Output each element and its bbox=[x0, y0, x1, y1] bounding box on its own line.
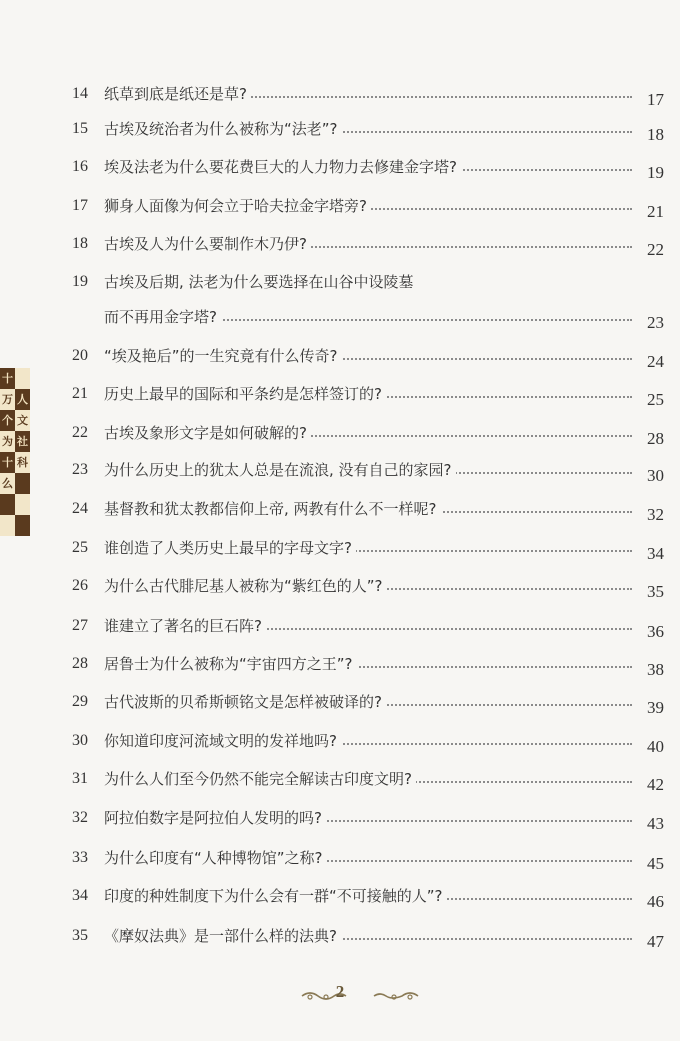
toc-entry-number: 26 bbox=[72, 577, 88, 594]
toc-entry-title: 纸草到底是纸还是草? bbox=[104, 84, 251, 104]
toc-entry-title: 埃及法老为什么要花费巨大的人力物力去修建金字塔? bbox=[104, 157, 461, 177]
toc-entry-title: 为什么古代腓尼基人被称为“紫红色的人”? bbox=[104, 576, 387, 596]
toc-entry-title: “埃及艳后”的一生究竟有什么传奇? bbox=[104, 346, 342, 366]
emblem-char: 人 bbox=[15, 389, 30, 410]
page-number: 2 bbox=[335, 982, 345, 1001]
toc-entry-number: 15 bbox=[72, 120, 88, 137]
toc-entry-number: 27 bbox=[72, 617, 88, 634]
toc-entry-number: 29 bbox=[72, 693, 88, 710]
toc-entry-24[interactable] bbox=[64, 499, 664, 533]
toc-entry-page: 34 bbox=[647, 544, 664, 563]
toc-entry-page: 43 bbox=[647, 814, 664, 833]
toc-entry-title: 你知道印度河流域文明的发祥地吗? bbox=[104, 731, 341, 751]
toc-entry-21[interactable] bbox=[64, 384, 664, 418]
toc-entry-25[interactable] bbox=[64, 538, 664, 572]
toc-entry-page: 32 bbox=[647, 505, 664, 524]
toc-entry-title: 谁建立了著名的巨石阵? bbox=[104, 616, 266, 636]
emblem-char: 十 bbox=[0, 452, 15, 473]
toc-entry-number: 19 bbox=[72, 273, 88, 290]
toc-entry-number: 17 bbox=[72, 197, 88, 214]
emblem-char: 万 bbox=[0, 389, 15, 410]
emblem-tile bbox=[0, 494, 15, 515]
page-footer bbox=[0, 980, 680, 1010]
toc-entry-title: 居鲁士为什么被称为“宇宙四方之王”? bbox=[104, 654, 357, 674]
toc-entry-number: 14 bbox=[72, 85, 88, 102]
emblem-char: 么 bbox=[0, 473, 15, 494]
toc-entry-number: 24 bbox=[72, 500, 88, 517]
toc-entry-number: 31 bbox=[72, 770, 88, 787]
toc-entry-number: 35 bbox=[72, 927, 88, 944]
toc-entry-page: 42 bbox=[647, 775, 664, 794]
toc-entry-22[interactable] bbox=[64, 423, 664, 457]
emblem-char: 十 bbox=[0, 368, 15, 389]
toc-entry-23[interactable] bbox=[64, 460, 664, 494]
toc-entry-number: 33 bbox=[72, 849, 88, 866]
toc-entry-page: 35 bbox=[647, 582, 664, 601]
toc-entry-28[interactable] bbox=[64, 654, 664, 688]
toc-entry-number: 30 bbox=[72, 732, 88, 749]
toc-entry-18[interactable] bbox=[64, 234, 664, 268]
toc-entry-15[interactable] bbox=[64, 119, 664, 153]
toc-entry-title: 古埃及象形文字是如何破解的? bbox=[104, 423, 311, 443]
toc-entry-30[interactable] bbox=[64, 731, 664, 765]
emblem-char: 科 bbox=[15, 452, 30, 473]
emblem-tile bbox=[15, 515, 30, 536]
toc-entry-number: 23 bbox=[72, 461, 88, 478]
toc-entry-page: 38 bbox=[647, 660, 664, 679]
toc-entry-number: 25 bbox=[72, 539, 88, 556]
toc-entry-17[interactable] bbox=[64, 196, 664, 230]
toc-entry-number: 22 bbox=[72, 424, 88, 441]
toc-entry-page: 45 bbox=[647, 854, 664, 873]
toc-entry-title: 古埃及统治者为什么被称为“法老”? bbox=[104, 119, 342, 139]
toc-entry-16[interactable] bbox=[64, 157, 664, 191]
toc-entry-page: 19 bbox=[647, 163, 664, 182]
toc-entry-32[interactable] bbox=[64, 808, 664, 842]
toc-entry-page: 39 bbox=[647, 698, 664, 717]
toc-entry-35[interactable] bbox=[64, 926, 664, 960]
toc-entry-page: 30 bbox=[647, 466, 664, 485]
toc-entry-title: 基督教和犹太教都信仰上帝, 两教有什么不一样呢? bbox=[104, 499, 441, 519]
toc-entry-title: 狮身人面像为何会立于哈夫拉金字塔旁? bbox=[104, 196, 371, 216]
toc-entry-20[interactable] bbox=[64, 346, 664, 380]
toc-entry-number: 34 bbox=[72, 887, 88, 904]
toc-entry-title: 《摩奴法典》是一部什么样的法典? bbox=[104, 926, 341, 946]
toc-entry-34[interactable] bbox=[64, 886, 664, 920]
toc-entry-31[interactable] bbox=[64, 769, 664, 803]
toc-entry-title: 印度的种姓制度下为什么会有一群“不可接触的人”? bbox=[104, 886, 447, 906]
toc-entry-33[interactable] bbox=[64, 848, 664, 882]
toc-entry-page: 18 bbox=[647, 125, 664, 144]
emblem-char: 社 bbox=[15, 431, 30, 452]
toc-entry-27[interactable] bbox=[64, 616, 664, 650]
toc-entry-title: 古埃及后期, 法老为什么要选择在山谷中设陵墓 bbox=[104, 273, 414, 291]
toc-entry-page: 21 bbox=[647, 202, 664, 221]
emblem-char: 文 bbox=[15, 410, 30, 431]
emblem-tile bbox=[0, 515, 15, 536]
toc-entry-title: 谁创造了人类历史上最早的字母文字? bbox=[104, 538, 356, 558]
toc-entry-title: 古埃及人为什么要制作木乃伊? bbox=[104, 234, 311, 254]
toc-entry-number: 18 bbox=[72, 235, 88, 252]
toc-entry-page: 40 bbox=[647, 737, 664, 756]
toc-entry-title: 历史上最早的国际和平条约是怎样签订的? bbox=[104, 384, 386, 404]
toc-entry-number: 28 bbox=[72, 655, 88, 672]
toc-entry-14[interactable] bbox=[64, 84, 664, 118]
toc-entry-page: 23 bbox=[647, 313, 664, 332]
toc-entry-page: 28 bbox=[647, 429, 664, 448]
emblem-tile bbox=[15, 473, 30, 494]
toc-entry-26[interactable] bbox=[64, 576, 664, 610]
emblem-tile bbox=[15, 368, 30, 389]
emblem-tile bbox=[15, 494, 30, 515]
toc-entry-number: 21 bbox=[72, 385, 88, 402]
emblem-char: 为 bbox=[0, 431, 15, 452]
toc-entry-page: 17 bbox=[647, 90, 664, 109]
toc-entry-page: 22 bbox=[647, 240, 664, 259]
toc-entry-29[interactable] bbox=[64, 692, 664, 726]
toc-entry-title-line2: 而不再用金字塔? bbox=[104, 307, 221, 327]
toc-entry-page: 47 bbox=[647, 932, 664, 951]
emblem-char: 个 bbox=[0, 410, 15, 431]
toc-entry-title: 古代波斯的贝希斯顿铭文是怎样被破译的? bbox=[104, 692, 386, 712]
toc-entry-number: 20 bbox=[72, 347, 88, 364]
toc-entry-number: 16 bbox=[72, 158, 88, 175]
toc-entry-19[interactable] bbox=[64, 272, 664, 334]
toc-entry-title: 为什么人们至今仍然不能完全解读古印度文明? bbox=[104, 769, 416, 789]
toc-entry-page: 24 bbox=[647, 352, 664, 371]
toc-entry-page: 36 bbox=[647, 622, 664, 641]
toc-entry-page: 46 bbox=[647, 892, 664, 911]
toc-entry-title: 阿拉伯数字是阿拉伯人发明的吗? bbox=[104, 808, 326, 828]
toc-entry-page: 25 bbox=[647, 390, 664, 409]
toc-entry-title: 为什么印度有“人种博物馆”之称? bbox=[104, 848, 327, 868]
side-emblem bbox=[0, 368, 30, 536]
toc-entry-number: 32 bbox=[72, 809, 88, 826]
toc-entry-title: 为什么历史上的犹太人总是在流浪, 没有自己的家园? bbox=[104, 460, 456, 480]
right-flourish-icon bbox=[372, 990, 420, 1002]
